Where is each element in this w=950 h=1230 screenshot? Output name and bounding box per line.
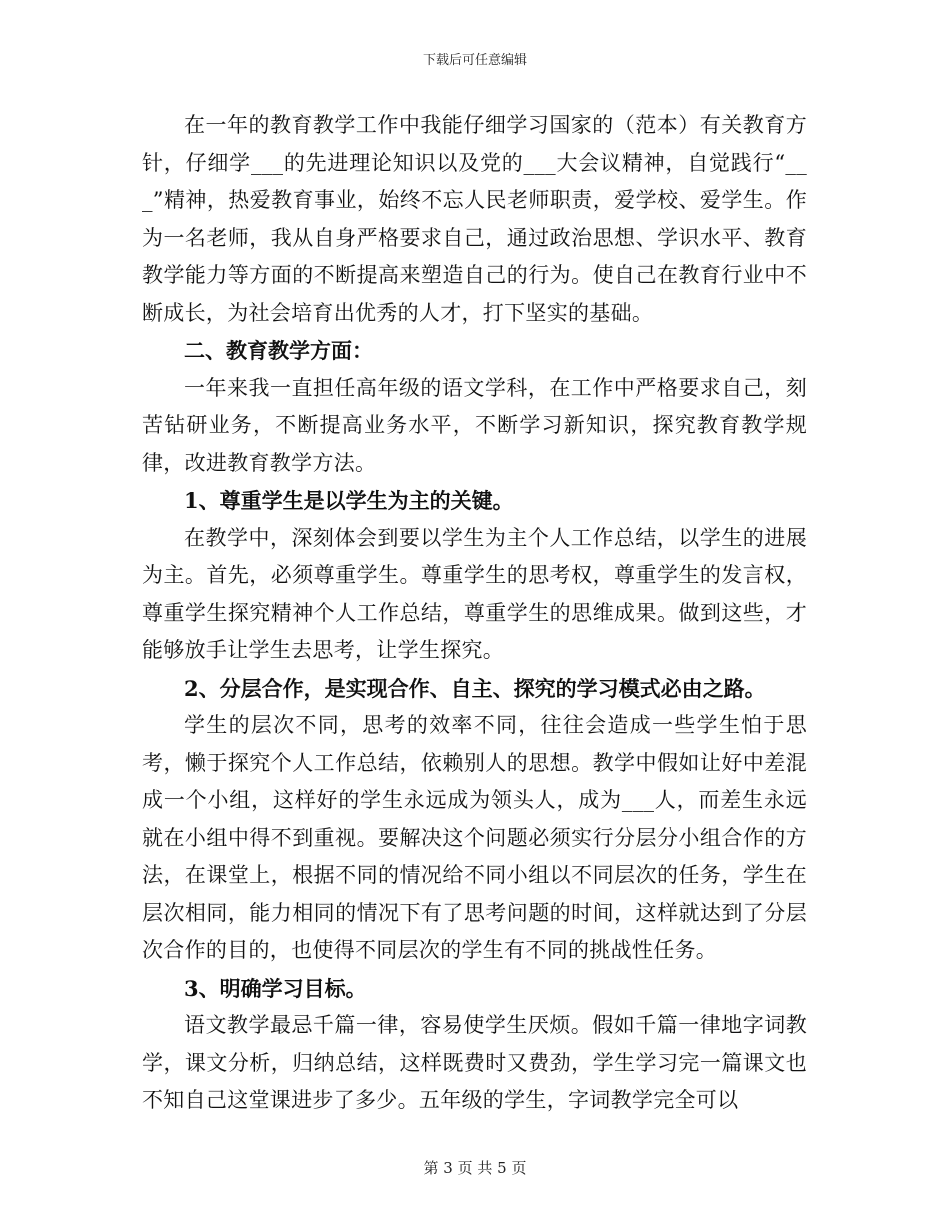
paragraph-respect-students: 在教学中，深刻体会到要以学生为主个人工作总结，以学生的进展为主。首先，必须尊重学生。尊重学生的思考权，尊重学生的发言权，尊重学生探究精神个人工作总结，尊重学生的思维成果。做到这些，才能够放手让学生去思考，让学生探究。	[142, 525, 807, 662]
paragraph-teaching: 一年来我一直担任高年级的语文学科，在工作中严格要求自己，刻苦钻研业务，不断提高业务水平，不断学习新知识，探究教育教学规律，改进教育教学方法。	[142, 375, 807, 475]
paragraph-layered-cooperation: 学生的层次不同，思考的效率不同，往往会造成一些学生怕于思考，懒于探究个人工作总结，依赖别人的思想。教学中假如让好中差混成一个小组，这样好的学生永远成为领头人，成为___人，而差生永远就在小组中得不到重视。要解决这个问题必须实行分层分小组合作的方法，在课堂上，根据不同的情况给不同小组以不同层次的任务，学生在层次相同，能力相同的情况下有了思考问题的时间，这样就达到了分层次合作的目的，也使得不同层次的学生有不同的挑战性任务。	[142, 713, 807, 962]
subheading-learning-goals: 3、明确学习目标。	[184, 975, 367, 1001]
section-heading-teaching: 二、教育教学方面：	[184, 338, 373, 363]
subheading-layered-cooperation: 2、分层合作，是实现合作、自主、探究的学习模式必由之路。	[184, 675, 766, 701]
subheading-respect-students: 1、尊重学生是以学生为主的关键。	[184, 488, 514, 513]
page-footer-page-number: 第 3 页 共 5 页	[423, 1159, 527, 1177]
document-body	[142, 107, 807, 1120]
paragraph-intro: 在一年的教育教学工作中我能仔细学习国家的（范本）有关教育方针，仔细学___的先进理论知识以及党的___大会议精神，自觉践行“___”精神，热爱教育事业，始终不忘人民老师职责，爱学校、爱学生。作为一名老师，我从自身严格要求自己，通过政治思想、学识水平、教育教学能力等方面的不断提高来塑造自己的行为。使自己在教育行业中不断成长，为社会培育出优秀的人才，打下坚实的基础。	[142, 113, 807, 325]
page-header: 下载后可任意编辑	[422, 53, 527, 68]
paragraph-learning-goals: 语文教学最忌千篇一律，容易使学生厌烦。假如千篇一律地字词教学，课文分析，归纳总结，这样既费时又费劲，学生学习完一篇课文也不知自己这堂课进步了多少。五年级的学生，字词教学完全可以	[142, 1013, 807, 1112]
